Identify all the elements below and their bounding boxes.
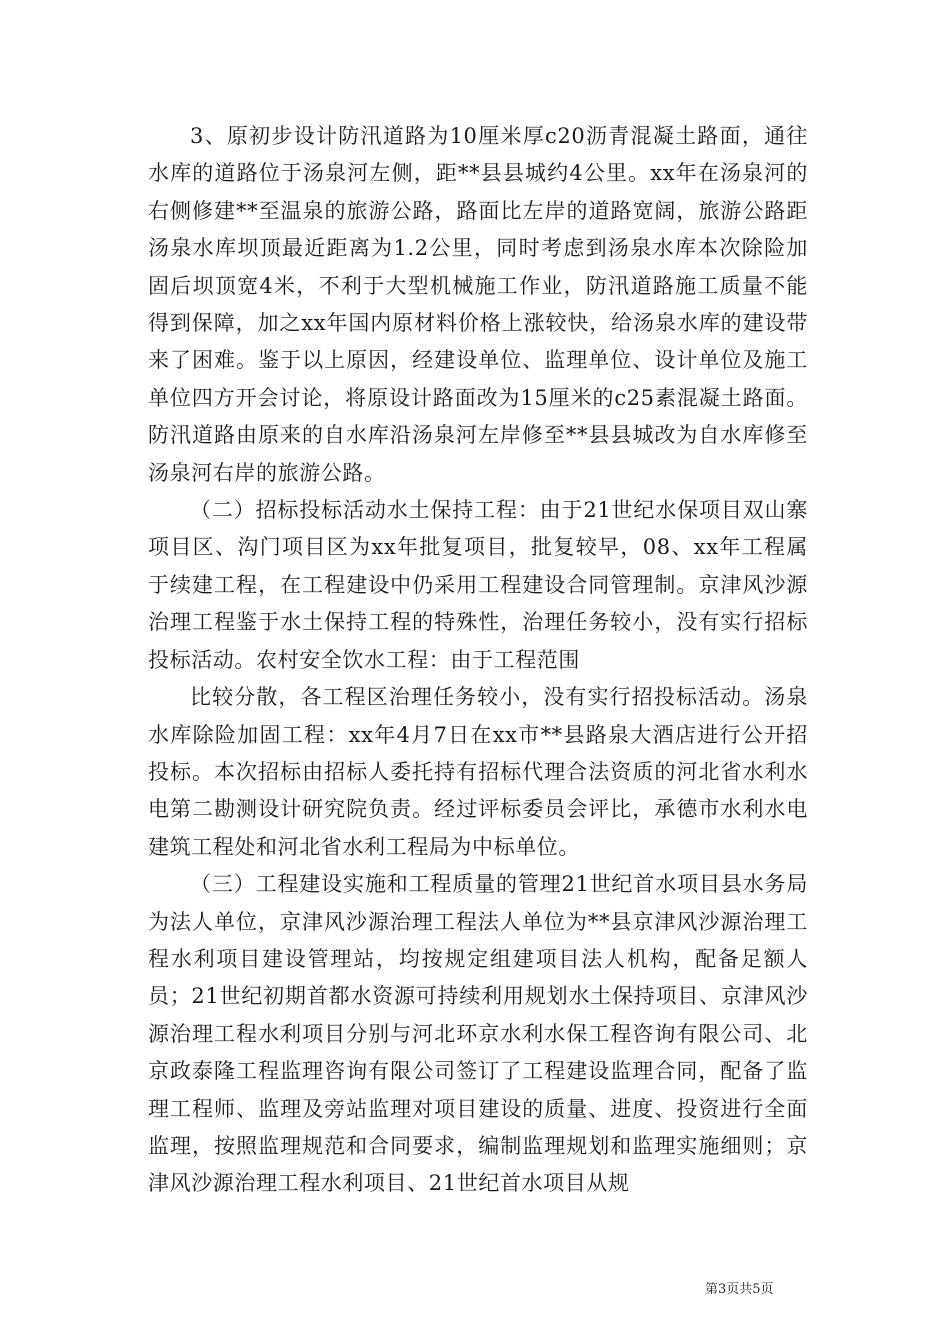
- paragraph-flood-road: 3、原初步设计防汛道路为10厘米厚c20沥青混凝土路面，通往水库的道路位于汤泉河左侧，距**县县城约4公里。xx年在汤泉河的右侧修建**至温泉的旅游公路，路面比左岸的道路宽阔，旅游公路距汤泉水库坝顶最近距离为1.2公里，同时考虑到汤泉水库本次除险加固后坝顶宽4米，不利于大型机械施工作业，防汛道路施工质量不能得到保障，加之xx年国内原材料价格上涨较快，给汤泉水库的建设带来了困难。鉴于以上原因，经建设单位、监理单位、设计单位及施工单位四方开会讨论，将原设计路面改为15厘米的c25素混凝土路面。防汛道路由原来的自水库沿汤泉河左岸修至**县县城改为自水库修至汤泉河右岸的旅游公路。: [148, 124, 808, 485]
- paragraph-reservoir-bidding: 比较分散，各工程区治理任务较小，没有实行招投标活动。汤泉水库除险加固工程：xx年4月7日在xx市**县路泉大酒店进行公开招投标。本次招标由招标人委托持有招标代理合法资质的河北省水利水电第二勘测设计研究院负责。经过评标委员会评比，承德市水利水电建筑工程处和河北省水利工程局为中标单位。: [148, 685, 808, 859]
- page-number: 第3页共5页: [705, 1282, 774, 1297]
- document-body: [148, 118, 808, 1203]
- paragraph-bidding: （二）招标投标活动水土保持工程：由于21世纪水保项目双山寨项目区、沟门项目区为xx年批复项目，批复较早，08、xx年工程属于续建工程，在工程建设中仍采用工程建设合同管理制。京津风沙源治理工程鉴于水土保持工程的特殊性，治理任务较小，没有实行招标投标活动。农村安全饮水工程：由于工程范围: [148, 498, 808, 672]
- paragraph-quality-management: （三）工程建设实施和工程质量的管理21世纪首水项目县水务局为法人单位，京津风沙源治理工程法人单位为**县京津风沙源治理工程水利项目建设管理站，均按规定组建项目法人机构，配备足额人员；21世纪初期首都水资源可持续利用规划水土保持项目、京津风沙源治理工程水利项目分别与河北环京水利水保工程咨询有限公司、北京政泰隆工程监理咨询有限公司签订了工程建设监理合同，配备了监理工程师、监理及旁站监理对项目建设的质量、进度、投资进行全面监理，按照监理规范和合同要求，编制监理规划和监理实施细则；京津风沙源治理工程水利项目、21世纪首水项目从规: [148, 872, 808, 1196]
